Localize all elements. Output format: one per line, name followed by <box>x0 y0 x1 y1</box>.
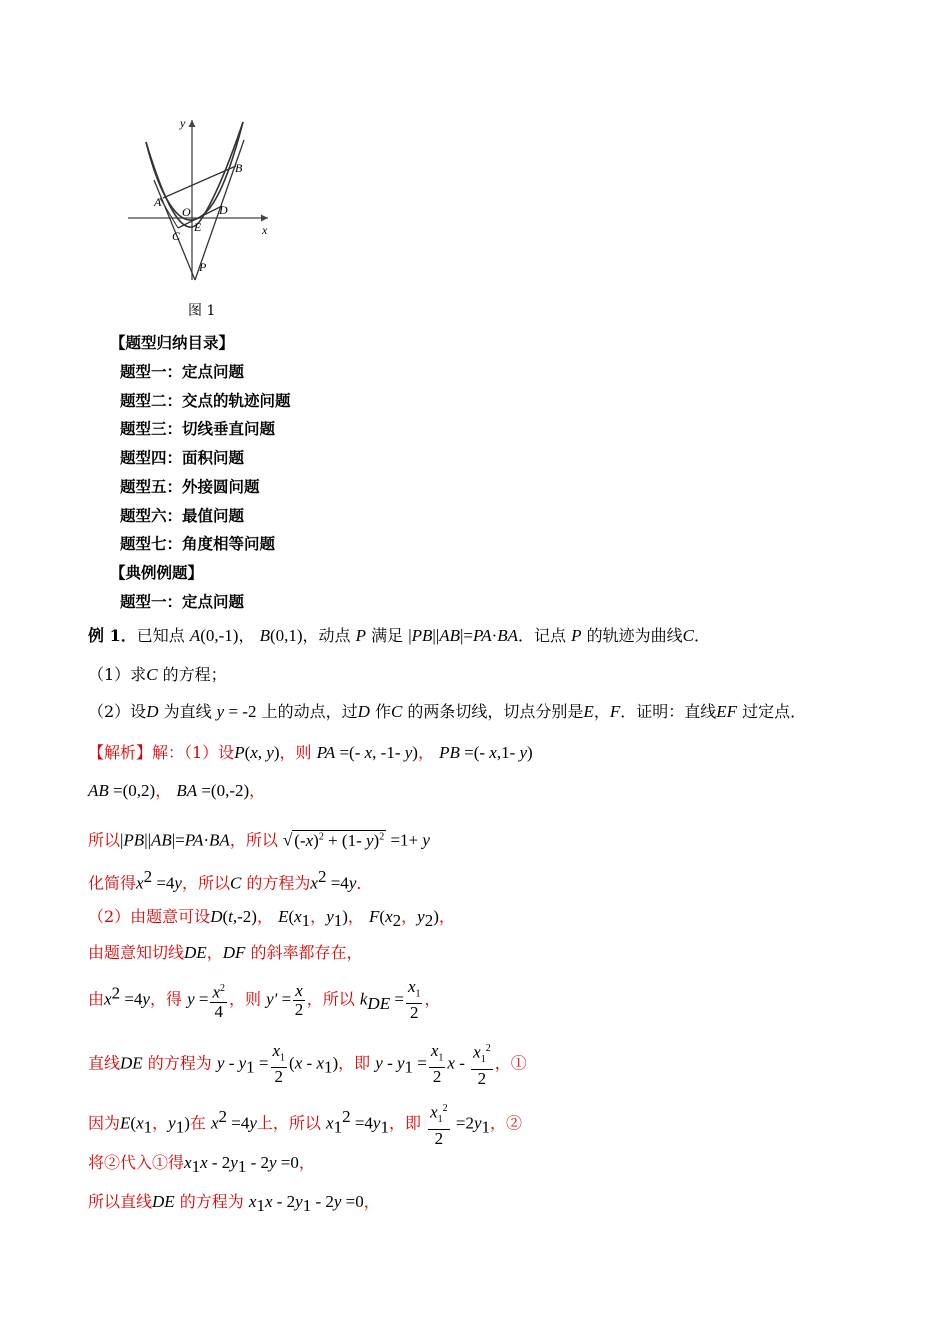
label-c: C <box>172 229 181 243</box>
solution-line-9: 因为$E(x_1$，$y_1$)在 $x^2 =4y$上，所以 $x_1^2 =4y_1$，即 $\frac{x_1^2}{2}$ $=2y_1$，② <box>88 1100 522 1148</box>
solution-line-6: 由题意知切线DE，DF 的斜率都存在， <box>88 943 363 962</box>
parabola-figure <box>120 110 280 285</box>
section-type1: 题型一：定点问题 <box>120 592 245 611</box>
x-axis-arrow <box>261 215 268 222</box>
toc-item: 题型七：角度相等问题 <box>120 534 276 553</box>
problem-label: 例 1． <box>88 626 137 645</box>
solution-line-11: 所以直线DE 的方程为 $x_1x - 2y_1 - 2y =0$， <box>88 1192 380 1216</box>
label-x: x <box>262 223 268 237</box>
solution-line-10: 将②代入①得$x_1x - 2y_1 - 2y =0$， <box>88 1153 315 1177</box>
toc-item: 题型一：定点问题 <box>120 362 245 381</box>
toc-item: 题型四：面积问题 <box>120 448 245 467</box>
y-axis-arrow <box>189 120 196 127</box>
toc-item: 题型六：最值问题 <box>120 506 245 525</box>
toc-item: 题型五：外接圆问题 <box>120 477 260 496</box>
solution-line-3: 所以|PB||AB|=PA·BA，所以 √ $(-x)^2 + (1-$ y)$^2$ =1+ y <box>88 830 430 850</box>
question-1: （1）求C 的方程； <box>88 665 227 684</box>
parabola-curve <box>146 122 243 227</box>
solution-line-4: 化简得$x^2 =4y$，所以C 的方程为$x^2 =4y$． <box>88 867 373 893</box>
solution-line-7: 由$x^2 =4y$，得 y = $\frac{x^2}{4}$ ，则 y′ = $\frac{x}{2}$ ，所以 $k_{DE}$ = $\frac{x_1}{2}$ ， <box>88 977 441 1023</box>
solution-line-5: （2）由题意可设D(t,-2)， $E(x_1$，$y_1$)， $F(x_2$，$y_2$)， <box>88 907 455 931</box>
label-p: P <box>199 260 207 274</box>
solution-line-1: 【解析】解：（1）设P(x, y)，则 PA =(- x, -1- y)， PB =(- x,1- y) <box>88 743 533 762</box>
label-d: D <box>219 203 228 217</box>
toc-heading: 【题型归纳目录】 <box>110 333 235 352</box>
label-b: B <box>235 161 243 175</box>
figure-caption: 图 1 <box>188 303 216 319</box>
question-2: （2）设D 为直线 y = -2 上的动点，过D 作C 的两条切线，切点分别是E，F．证明：直线EF 过定点． <box>88 702 807 721</box>
solution-line-8: 直线DE 的方程为 y - $y_1$ = $\frac{x_1}{2}$ $(x - x_1)$，即 y - $y_1$ = $\frac{x_1}{2}$ x - $\frac{x_1^2}{2}$ ，① <box>88 1040 527 1089</box>
solution-line-2: AB =(0,2)， BA =(0,-2)， <box>88 781 266 800</box>
label-e: E <box>194 220 202 234</box>
label-a: A <box>154 195 162 209</box>
examples-heading: 【典例例题】 <box>110 563 204 582</box>
label-o: O <box>182 205 191 219</box>
toc-item: 题型二：交点的轨迹问题 <box>120 391 291 410</box>
toc-item: 题型三：切线垂直问题 <box>120 419 276 438</box>
problem-statement: 例 1．已知点 A(0,-1)， B(0,1)，动点 P 满足 |PB||AB|=PA·BA．记点 P 的轨迹为曲线C． <box>88 626 711 645</box>
label-y: y <box>180 116 186 130</box>
